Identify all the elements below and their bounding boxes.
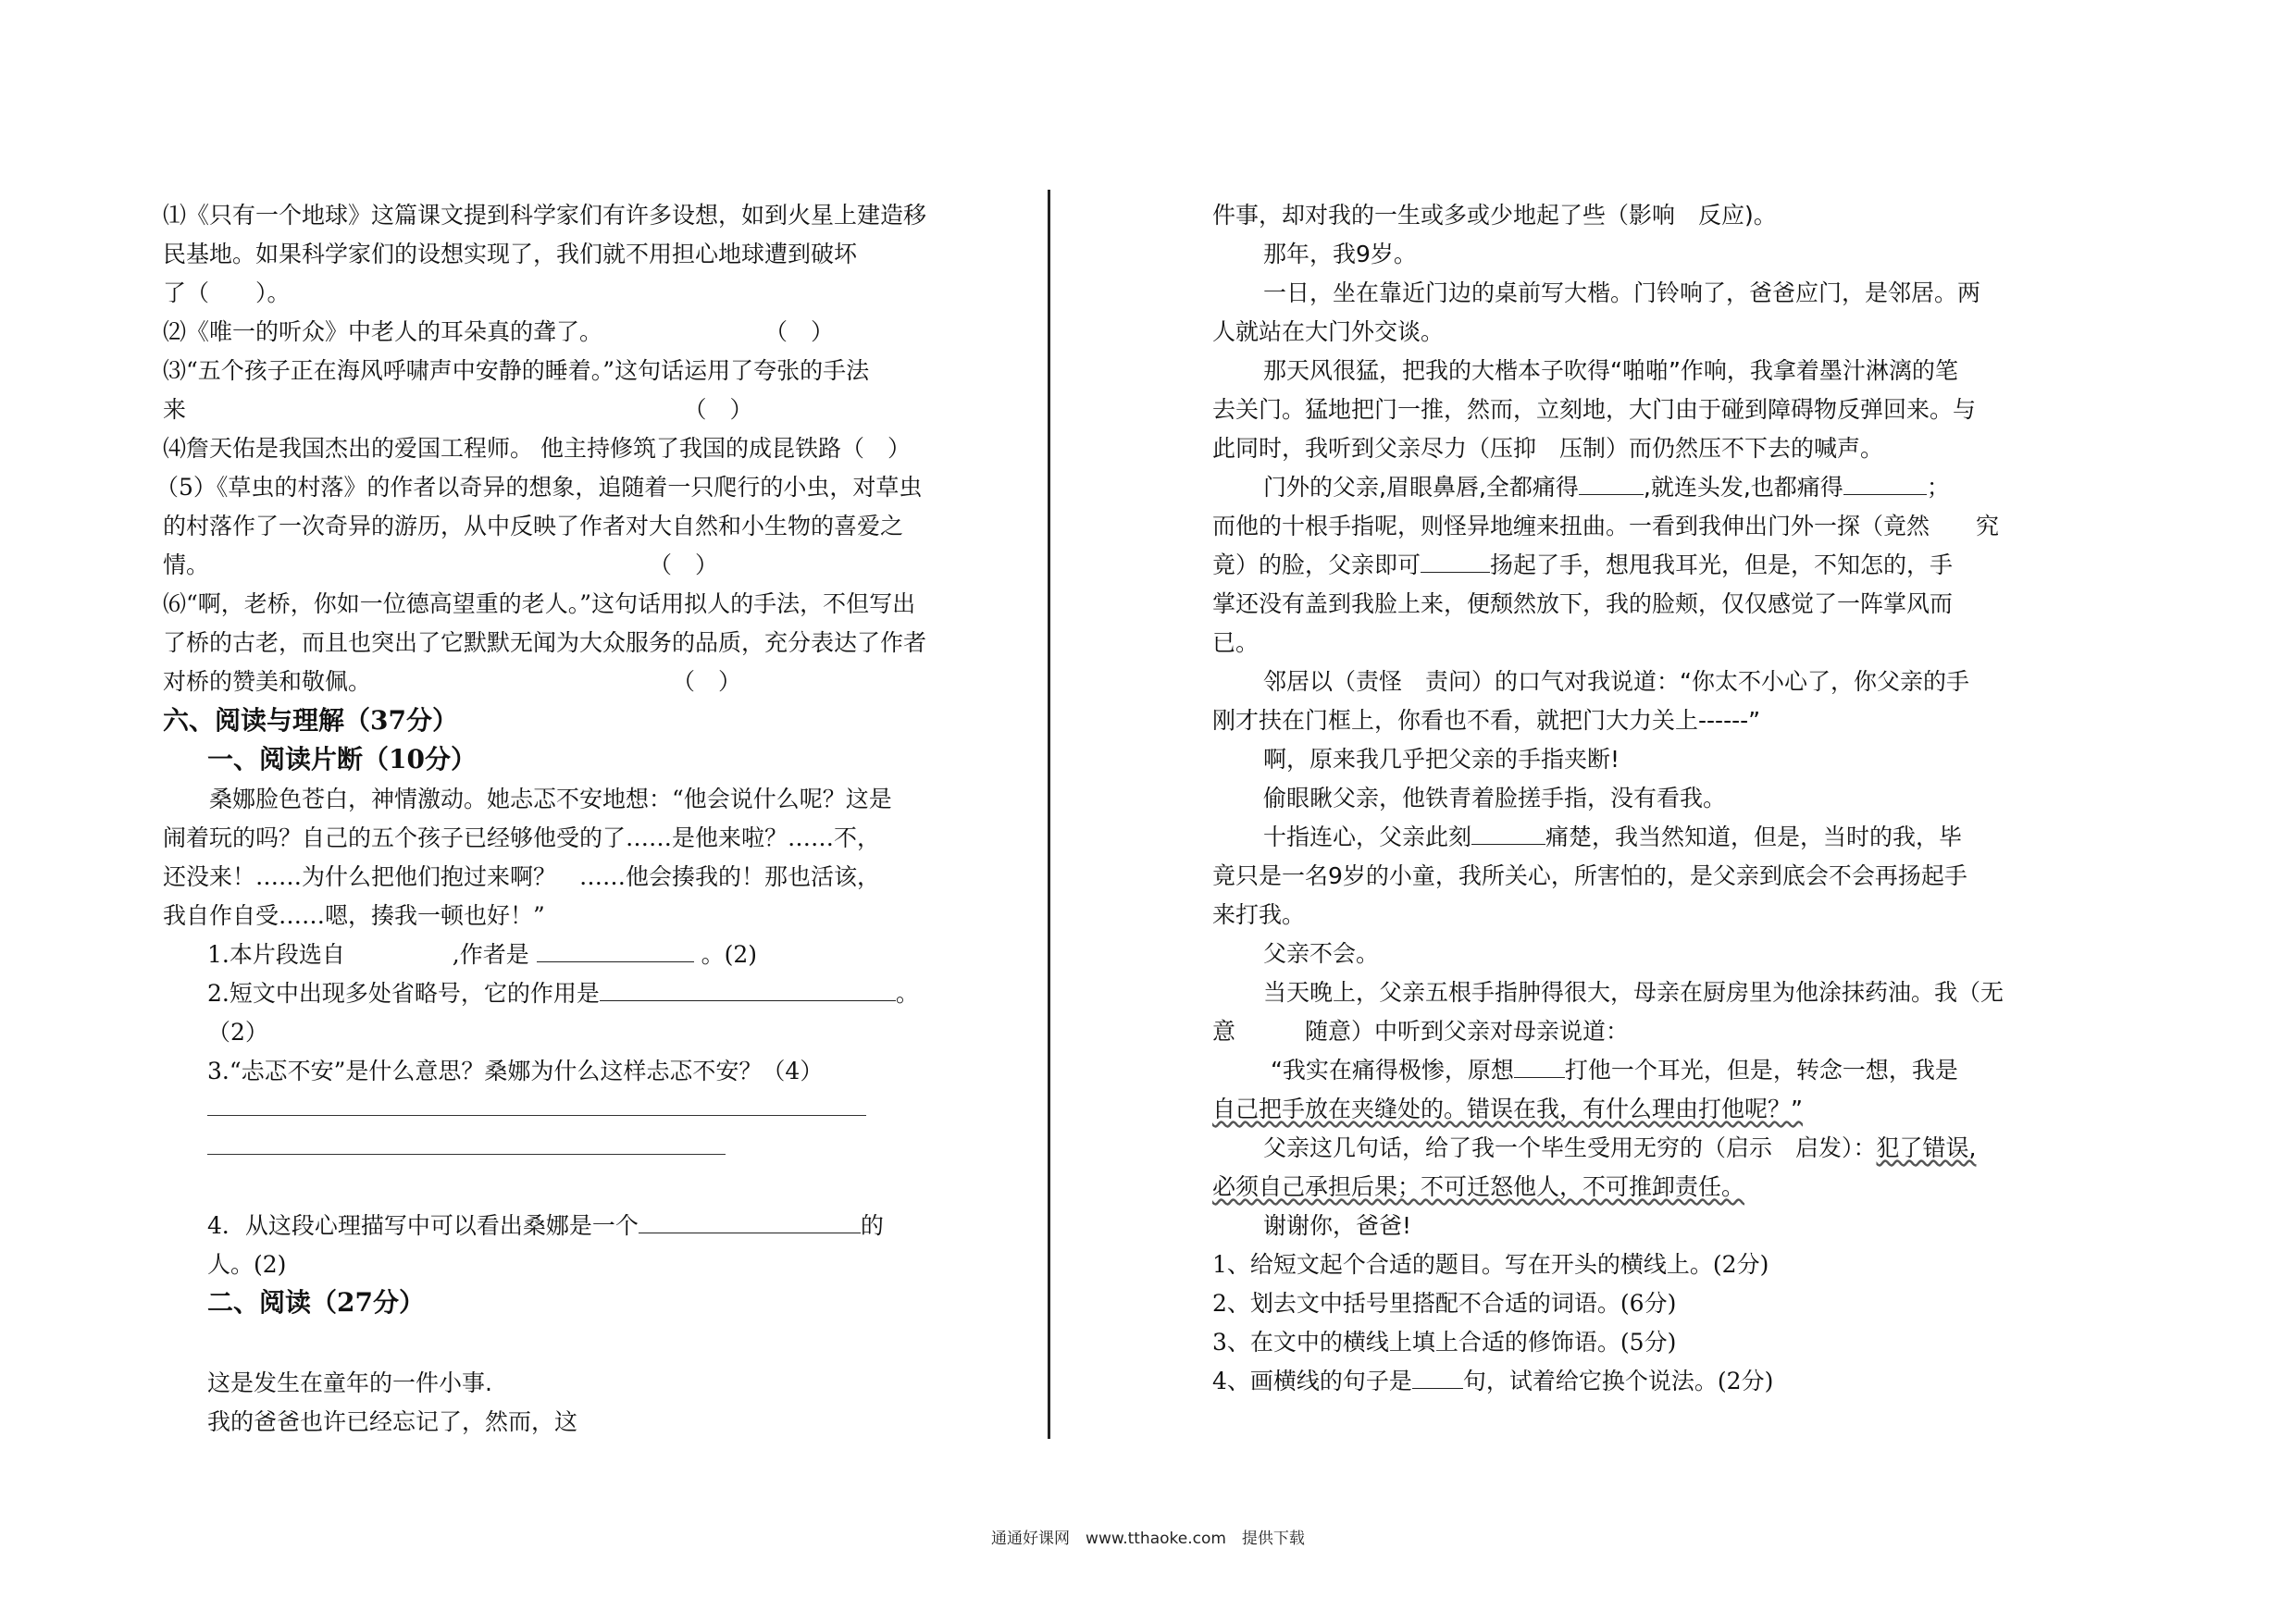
pain-blank[interactable]	[1471, 843, 1545, 845]
advice-underlined-text: 犯了错误,	[1876, 1134, 1977, 1161]
story-line-after-slap-4: 刚才扶在门框上，你看也不看，就把门大力关上------”	[1212, 707, 1761, 734]
story-line-after-slap-6: 偷眼瞅父亲，他铁青着脸搓手指，没有看我。	[1240, 785, 1727, 812]
reading-q4-blank[interactable]	[639, 1232, 861, 1233]
story-q4-blank[interactable]	[1412, 1387, 1463, 1389]
story-slap-line	[1212, 553, 1953, 576]
story-door-line	[1240, 476, 1950, 499]
reading-q4-text-b: 的	[860, 1212, 884, 1239]
reading-q2-text-b: 。	[895, 980, 919, 1007]
passage-line-2: 闹着玩的吗？自己的五个孩子已经够他受的了……是他来啦？……不，	[163, 824, 881, 851]
quote-text-b: 打他一个耳光，但是，转念一想，我是	[1564, 1057, 1958, 1084]
story-finger-line: 而他的十根手指呢，则怪异地缠来扭曲。一看到我伸出门外一探（竟然 究	[1212, 513, 2000, 539]
slap-blank[interactable]	[1421, 571, 1490, 573]
reading-q2-score: （2）	[207, 1019, 268, 1046]
reading-q1-text-b: ,作者是	[452, 941, 529, 968]
door-text-c: ；	[1926, 474, 1950, 501]
story-line-after-slap-2: 已。	[1212, 629, 1260, 656]
story-advice-line-2	[1212, 1175, 1744, 1198]
story-line-4: 人就站在大门外交谈。	[1212, 318, 1445, 345]
reading-q3-answer-line-2[interactable]	[207, 1154, 726, 1155]
reading-q1	[207, 943, 757, 966]
reading-q1-text-a: 1.本片段选自	[207, 941, 345, 968]
pain-text-b: 痛楚，我当然知道，但是，当时的我，毕	[1545, 824, 1963, 850]
slap-text-a: 竟）的脸，父亲即可	[1212, 551, 1421, 578]
story-line-after-slap-5: 啊，原来我几乎把父亲的手指夹断!	[1240, 746, 1620, 773]
story-line-7: 此同时，我听到父亲尽力（压抑 压制）而仍然压不下去的喊声。	[1212, 435, 1884, 462]
q3-line-1: ⑶“五个孩子正在海风呼啸声中安静的睡着。”这句话运用了夸张的手法	[163, 357, 870, 384]
story-line-1: 件事，却对我的一生或多或少地起了些（影响 反应)。	[1212, 202, 1777, 229]
story-line-after-pain-1: 竟只是一名9岁的小童，我所关心，所害怕的，是父亲到底会不会再扬起手	[1212, 862, 1967, 889]
story-question-2: 2、划去文中括号里搭配不合适的词语。(6分)	[1212, 1290, 1677, 1317]
reading-q3-answer-line-1[interactable]	[207, 1115, 866, 1116]
reading-q4-line-2: 人。(2)	[207, 1251, 287, 1278]
reading-q3: 3.“忐忑不安”是什么意思？桑娜为什么这样忐忑不安？（4）	[207, 1058, 824, 1084]
q6-line-1: ⑹“啊，老桥，你如一位德高望重的老人。”这句话用拟人的手法，不但写出	[163, 590, 916, 617]
door-blank-1[interactable]	[1579, 493, 1644, 495]
story-line-after-pain-2: 来打我。	[1212, 901, 1306, 928]
reading-q1-blank-source[interactable]	[353, 961, 445, 962]
q5-line-3: 情。 （ ）	[163, 551, 719, 578]
story-advice-line	[1240, 1136, 1976, 1159]
story-start-line-2: 我的爸爸也许已经忘记了，然而，这	[207, 1408, 578, 1435]
advice-underlined-sentence: 必须自己承担后果；不可迁怒他人，不可推卸责任。	[1212, 1173, 1745, 1200]
story-question-1: 1、给短文起个合适的题目。写在开头的横线上。(2分)	[1212, 1251, 1769, 1278]
reading-q1-blank-author[interactable]	[537, 960, 694, 962]
story-line-6: 去关门。猛地把门一推，然而，立刻地，大门由于碰到障碍物反弹回来。与	[1212, 396, 1977, 423]
section-six-heading: 六、阅读与理解（37分）	[163, 705, 458, 736]
pain-text-a: 十指连心，父亲此刻	[1240, 824, 1472, 850]
q6-line-2: 了桥的古老，而且也突出了它默默无闻为大众服务的品质，充分表达了作者	[163, 629, 927, 656]
story-quote-line	[1240, 1059, 1958, 1082]
page-footer: 通通好课网 www.tthaoke.com 提供下载	[991, 1530, 1305, 1548]
q1-line-3: 了（ ）。	[163, 279, 291, 306]
q2-line: ⑵《唯一的听众》中老人的耳朵真的聋了。 （ ）	[163, 318, 835, 345]
advice-text-a: 父亲这几句话，给了我一个毕生受用无穷的（启示 启发）：	[1240, 1134, 1877, 1161]
story-question-4	[1212, 1369, 1773, 1393]
reading-q4	[207, 1214, 884, 1237]
q4-line: ⑷詹天佑是我国杰出的爱国工程师。 他主持修筑了我国的成昆铁路（ ）	[163, 435, 911, 462]
reading-q2	[207, 982, 919, 1005]
story-line-5: 那天风很猛，把我的大楷本子吹得“啪啪”作响，我拿着墨汁淋漓的笔	[1240, 357, 1958, 384]
reading-q4-text-a: 4．从这段心理描写中可以看出桑娜是一个	[207, 1212, 639, 1239]
story-quote-line-2	[1212, 1097, 1803, 1121]
story-question-3: 3、在文中的横线上填上合适的修饰语。(5分)	[1212, 1329, 1677, 1356]
story-line-after-pain-3: 父亲不会。	[1240, 940, 1380, 967]
reading-q2-blank[interactable]	[600, 999, 896, 1001]
q6-line-3: 对桥的赞美和敬佩。 （ ）	[163, 668, 742, 695]
story-q4-text-b: 句，试着给它换个说法。(2分)	[1462, 1368, 1774, 1394]
door-blank-2[interactable]	[1843, 493, 1927, 495]
story-start-line-1: 这是发生在童年的一件小事.	[207, 1369, 492, 1396]
story-line-3: 一日，坐在靠近门边的桌前写大楷。门铃响了，爸爸应门，是邻居。两	[1240, 279, 1981, 306]
passage-line-4: 我自作自受……嗯，揍我一顿也好！”	[163, 902, 545, 929]
q3-line-2: 来 （ ）	[163, 396, 753, 423]
story-line-after-slap-3: 邻居以（责怪 责问）的口气对我说道：“你太不小心了，你父亲的手	[1240, 668, 1969, 695]
q1-line-1: ⑴《只有一个地球》这篇课文提到科学家们有许多设想，如到火星上建造移	[163, 202, 927, 229]
passage-line-1: 桑娜脸色苍白，神情激动。她忐忑不安地想：“他会说什么呢？这是	[163, 786, 892, 812]
story-q4-text-a: 4、画横线的句子是	[1212, 1368, 1412, 1394]
story-line-after-slap-1: 掌还没有盖到我脸上来，便颓然放下，我的脸颊，仅仅感觉了一阵掌风而	[1212, 590, 1954, 617]
story-pain-line	[1240, 825, 1962, 849]
door-text-a: 门外的父亲,眉眼鼻唇,全都痛得	[1240, 474, 1579, 501]
q5-line-2: 的村落作了一次奇异的游历，从中反映了作者对大自然和小生物的喜爱之	[163, 513, 904, 539]
q5-line-1: （5）《草虫的村落》的作者以奇异的想象，追随着一只爬行的小虫，对草虫	[155, 474, 923, 501]
story-line-after-pain-5: 意 随意）中听到父亲对母亲说道：	[1212, 1018, 1630, 1045]
reading-q2-text-a: 2.短文中出现多处省略号，它的作用是	[207, 980, 600, 1007]
story-line-2: 那年，我9岁。	[1240, 241, 1417, 267]
quote-underlined-sentence: 自己把手放在夹缝处的。错误在我，有什么理由打他呢？”	[1212, 1096, 1803, 1122]
story-line-after-pain-4: 当天晚上，父亲五根手指肿得很大，母亲在厨房里为他涂抹药油。我（无	[1240, 979, 2004, 1006]
slap-text-b: 扬起了手，想甩我耳光，但是，不知怎的，手	[1490, 551, 1954, 578]
reading-q1-text-c: 。(2)	[701, 941, 758, 968]
quote-blank[interactable]	[1514, 1076, 1565, 1078]
quote-text-a: “我实在痛得极惨，原想	[1240, 1057, 1514, 1084]
part-two-heading: 二、阅读（27分）	[207, 1287, 425, 1318]
part-one-heading: 一、阅读片断（10分）	[207, 744, 477, 774]
column-divider	[1048, 190, 1050, 1439]
passage-line-3: 还没来！……为什么把他们抱过来啊？ ……他会揍我的！那也活该，	[163, 863, 881, 890]
story-thanks-line: 谢谢你，爸爸!	[1240, 1212, 1412, 1239]
q1-line-2: 民基地。如果科学家们的设想实现了，我们就不用担心地球遭到破坏	[163, 241, 858, 267]
door-text-b: ,就连头发,也都痛得	[1643, 474, 1843, 501]
